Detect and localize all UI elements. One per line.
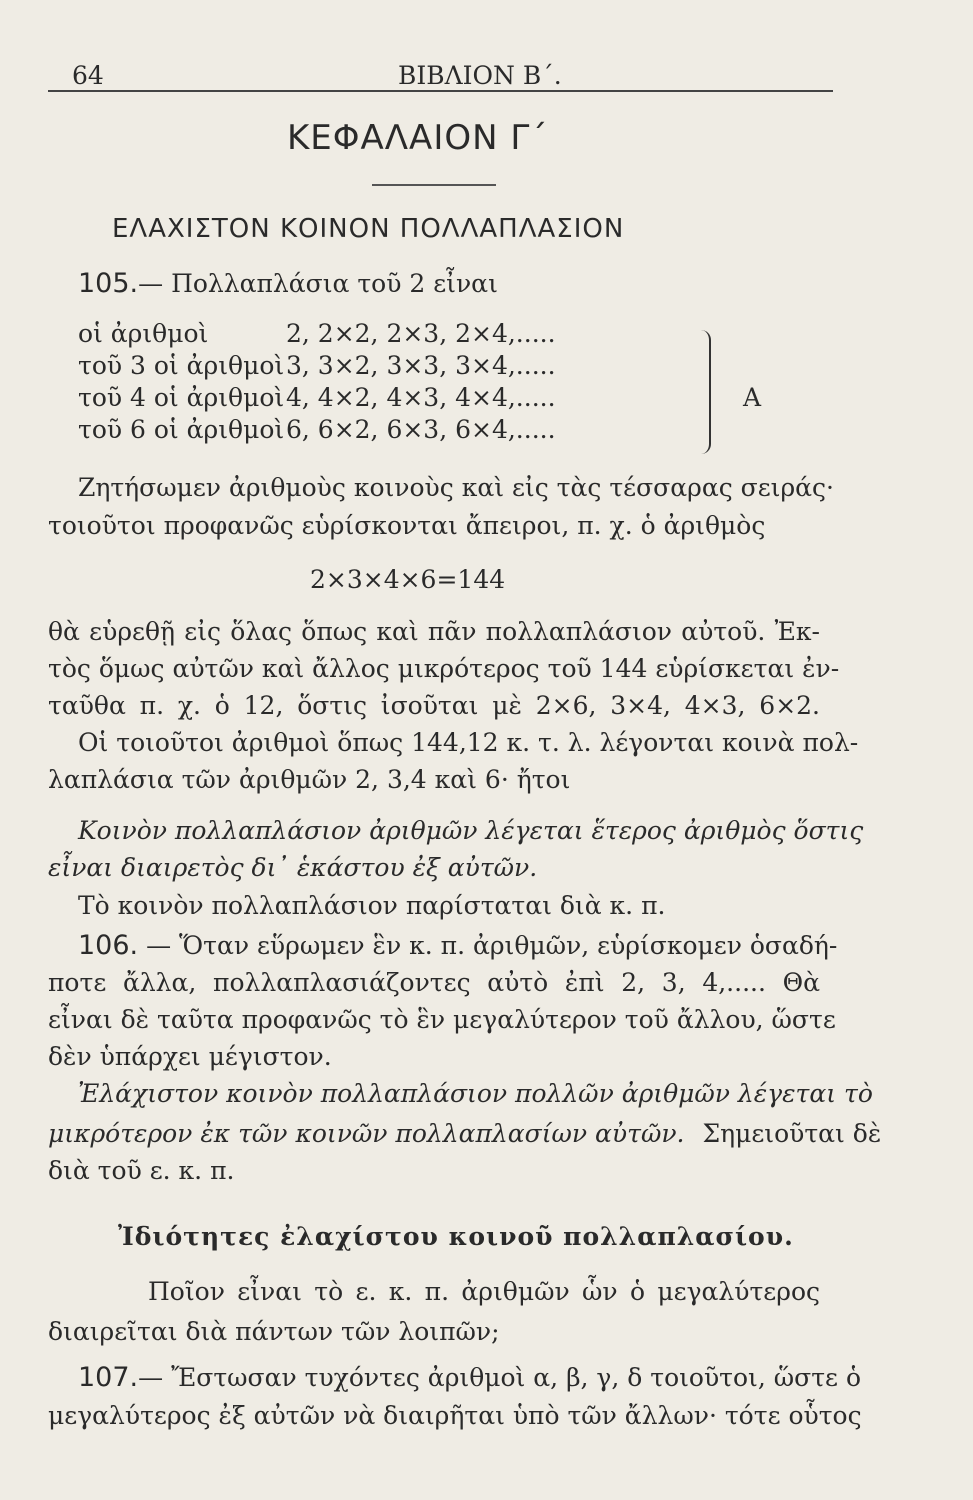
formula: 2×3×4×6=144 [310,565,506,594]
body-text: — Ὅταν εὕρωμεν ἓν κ. π. ἀριθμῶν, εὑρίσκομεν ὁσαδή- [146,931,838,960]
section-title: ΕΛΑΧΙΣΤΟΝ ΚΟΙΝΟΝ ΠΟΛΛΑΠΛΑΣΙΟΝ [112,214,625,244]
definition-line: Ἐλάχιστον κοινὸν πολλαπλάσιον πολλῶν ἀριθμῶν λέγεται τὸ [78,1079,873,1108]
definition-line: Κοινὸν πολλαπλάσιον ἀριθμῶν λέγεται ἕτερος ἀριθμὸς ὅστις [78,816,864,845]
body-line: θὰ εὑρεθῇ εἰς ὅλας ὅπως καὶ πᾶν πολλαπλάσιον αὐτοῦ. Ἐκ- [48,617,820,646]
definition-line-2 [48,1118,881,1150]
paragraph-105-intro [78,268,498,300]
body-text: — Ἔστωσαν τυχόντες ἀριθμοὶ α, β, γ, δ τοιοῦτοι, ὥστε ὁ [138,1363,861,1392]
header-rule [48,90,833,92]
multiples-row-values: 3, 3×2, 3×3, 3×4,..... [286,351,556,380]
body-line: εἶναι δὲ ταῦτα προφανῶς τὸ ἓν μεγαλύτερον τοῦ ἄλλου, ὥστε [48,1005,836,1034]
body-line: μεγαλύτερος ἐξ αὐτῶν νὰ διαιρῆται ὑπὸ τῶν ἄλλων· τότε οὗτος [48,1401,862,1430]
body-line: Οἱ τοιοῦτοι ἀριθμοὶ ὅπως 144,12 κ. τ. λ. λέγονται κοινὰ πολ- [78,728,859,757]
body-line: δὲν ὑπάρχει μέγιστον. [48,1042,332,1071]
body-line: ταῦθα π. χ. ὁ 12, ὅστις ἰσοῦται μὲ 2×6, 3×4, 4×3, 6×2. [48,691,820,720]
chapter-rule [372,184,496,186]
brace-label: A [743,383,762,412]
paragraph-number: 106. [78,930,139,961]
multiples-row-values: 2, 2×2, 2×3, 2×4,..... [286,319,556,348]
paragraph-106-first-line [78,930,838,962]
running-title: ΒΙΒΛΙΟΝ Β΄. [398,61,562,90]
body-line: Ζητήσωμεν ἀριθμοὺς κοινοὺς καὶ εἰς τὰς τέσσαρας σειράς· [78,473,834,502]
multiples-row-label: οἱ ἀριθμοὶ [78,319,209,348]
body-line: τοιοῦτοι προφανῶς εὑρίσκονται ἄπειροι, π. χ. ὁ ἀριθμὸς [48,511,766,540]
subheading: Ἰδιότητες ἐλαχίστου κοινοῦ πολλαπλασίου. [118,1222,794,1251]
body-line: λαπλάσια τῶν ἀριθμῶν 2, 3,4 καὶ 6· ἤτοι [48,765,571,794]
definition-tail: Σημειοῦται δὲ [702,1119,882,1148]
definition-line: εἶναι διαιρετὸς δι᾽ ἑκάστου ἐξ αὐτῶν. [48,853,538,882]
multiples-row-values: 6, 6×2, 6×3, 6×4,..... [286,415,556,444]
multiples-row-label: τοῦ 3 οἱ ἀριθμοὶ [78,351,285,380]
right-brace [695,330,711,454]
multiples-row-label: τοῦ 6 οἱ ἀριθμοὶ [78,415,285,444]
question-line: διαιρεῖται διὰ πάντων τῶν λοιπῶν; [48,1317,500,1346]
notation-line: Τὸ κοινὸν πολλαπλάσιον παρίσταται διὰ κ. π. [78,891,666,920]
chapter-title: ΚΕΦΑΛΑΙΟΝ Γ΄ [287,118,549,158]
page-number: 64 [72,61,104,90]
paragraph-number: 107. [78,1362,139,1393]
question-line: Ποῖον εἶναι τὸ ε. κ. π. ἀριθμῶν ὧν ὁ μεγαλύτερος [148,1277,820,1306]
paragraph-number: 105. [78,268,139,299]
multiples-row-values: 4, 4×2, 4×3, 4×4,..... [286,383,556,412]
paragraph-107-first-line [78,1362,861,1394]
body-line: διὰ τοῦ ε. κ. π. [48,1156,235,1185]
definition-text: μικρότερον ἐκ τῶν κοινῶν πολλαπλασίων αὐτῶν. [48,1119,685,1148]
body-line: τὸς ὅμως αὐτῶν καὶ ἄλλος μικρότερος τοῦ 144 εὑρίσκεται ἐν- [48,654,840,683]
body-line: ποτε ἄλλα, πολλαπλασιάζοντες αὐτὸ ἐπὶ 2, 3, 4,..... Θὰ [48,968,820,997]
multiples-row-label: τοῦ 4 οἱ ἀριθμοὶ [78,383,285,412]
intro-text: — Πολλαπλάσια τοῦ 2 εἶναι [138,269,498,298]
